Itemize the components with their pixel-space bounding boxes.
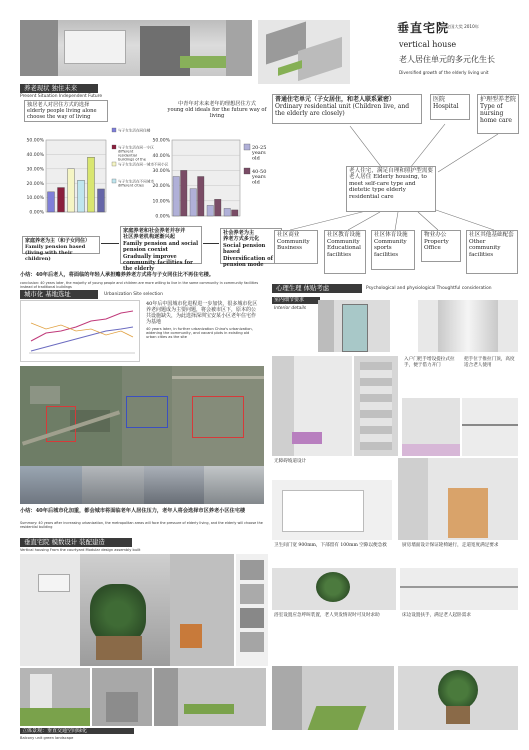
legend-label: old [252,179,260,186]
city-photo-3 [144,466,204,504]
note-text: 浴室设置应急呼叫装置，老人突发情况时可及时求助 [274,613,380,618]
bar [68,169,75,212]
note-text: 把手位于推拉门顶，高度适合老人使用 [464,357,515,368]
bar [48,192,55,212]
bottom-caption-cn: 立体景观：垂直交通空间绿化 [22,728,88,734]
hospital-cn: 医院 [433,96,446,103]
city-photo-1 [20,466,82,504]
interior-render-corridor-side [400,568,518,610]
urbanization-line-chart [20,300,140,362]
legend-swatch [112,162,116,166]
note-handle-position [462,356,518,396]
bar [173,176,180,216]
y-tick-label: 50.00% [152,138,170,144]
y-tick-label: 40.00% [26,153,44,158]
y-tick-label: 0.00% [155,214,170,220]
legend-label: years [252,174,266,181]
facility-label-cn: 社区体育设施 [374,232,408,238]
young-ideals-caption-box: 中青年对未来老年的理想居住方式 young old ideals for the future way of living [162,100,272,122]
section2-summary-en: Summary: 40 years after increasing urbanization, the metropolitan areas will face the pressure of elderly living, and the elderly will choose the residential building [20,521,263,529]
survey-caption-box: 独居老人对居住方式的选择 elderly people living alone choose the way of living [24,100,108,122]
chart-young-old-ideals [146,128,278,226]
page-title-cn: 垂直宅院 [397,21,450,35]
ordinary-unit-cn: 普通住宅单元（子女居住，和老人联系紧密） [275,96,396,103]
y-tick-label: 20.00% [152,184,170,190]
note-kitchen [400,542,518,566]
legend-label: residential [118,153,137,158]
interior-render-room [272,356,352,456]
legend-label: 40-50 [252,169,267,175]
interior-render-bath [272,480,392,540]
urbanization-text-en: 40 years later, in further urbanization China's urbanization, widening the community, and vacant plots in existing old urban cities as the site [146,327,253,340]
facility-label-en: Community sports facilities [374,238,407,258]
note-text: 床边设置扶手，满足老人起卧需求 [402,613,471,618]
bar [98,189,105,212]
page-title-en: vertical house [399,40,457,49]
legend-label: years [252,150,266,157]
interior-render-corridor-top [418,300,518,352]
render-corridor-green [272,666,394,730]
legend-label: 与子女生活在同住楼 [118,128,151,133]
y-tick-label: 0.00% [29,210,44,216]
chart-elderly-living-choice [18,124,169,222]
section-title-vertical-house: 垂直宅院 模数设计 装配建造 [20,538,132,547]
bar [181,170,188,216]
bar [88,157,95,212]
note-door-handle [402,356,460,396]
hospital-box [430,94,470,120]
subtitle-cn: 老人居住单元的多元化生长 [399,55,495,64]
note-text: 入户门把手增设提拉式拉手，便于借力开门 [404,357,455,368]
satellite-map-middle [122,366,172,466]
interior-details-title-text: 室内细节要求 [274,297,305,303]
note-text: 无障碍坡道设计 [274,459,307,464]
y-tick-label: 50.00% [26,138,44,144]
bottom-render-2 [92,668,152,726]
section-note-present-situation: Present Situation Independent Future [20,94,103,99]
note-text: 厨房墙面设计保证轮椅通行，走道宽度满足要求 [402,543,499,548]
bar [215,199,222,216]
legend-swatch [112,145,116,149]
award-code: 全国大奖 2010年 [446,24,479,29]
section-title-urbanization: 城市化 基地选址 [20,290,98,299]
chart-plot-area [46,140,106,212]
section-note-psychology: Psychological and physiological Thoughtful consideration [366,286,492,291]
bottom-render-3 [154,668,266,726]
family-pension-box: 家庭养老为主（和子女同住） Family pension based (living with their children) [22,236,100,254]
facility-label-cn: 社区商业 [277,232,300,238]
nursing-home-en: Type of nursing home care [480,103,512,124]
facility-label-en: Community Educational facilities [327,238,361,258]
nursing-home-cn: 护理型养老院 [480,96,517,103]
interior-render-plant-room [272,568,396,610]
note-emergency-call [272,612,396,638]
facility-other-community [466,230,518,274]
section-note-vertical-house: Vertical housing From the courtyard Modular design assembly built [20,548,141,552]
center-en: Elderly housing, to meet self-care type and dietetic type elderly residential care [349,174,427,200]
city-photo-4 [204,466,264,504]
chart1-svg [18,124,169,222]
bar [224,208,231,216]
arrow-1 [101,243,119,244]
facility-community-sports [371,230,415,270]
bottom-caption-en: Balcony unit green landscape [20,736,74,740]
ordinary-unit-en: Ordinary residential unit (Children live, and the elderly are closely) [275,103,410,117]
section-title-psychology: 心理生理 体贴考虑 [272,284,362,293]
courtyard-render [20,554,234,666]
bottom-render-1 [20,668,90,726]
bar [207,205,214,216]
satellite-map-left [20,366,122,466]
legend-swatch [244,168,250,174]
y-tick-label: 10.00% [152,199,170,205]
section2-summary-cn: 小结：40年后城市化加重，都会城市将面临老年人居住压力，老年人将会选择市区养老小区住宅楼 [20,508,246,514]
family-social-pension-box: 家庭养老和社会养老并存并 社区养老机构逐渐兴起 Family pension and social pension coexist Gradually improve community facilities for the elderly [120,226,202,264]
bar [58,188,65,212]
interior-render-door [318,300,390,352]
interior-render-bathroom-floor [398,458,518,540]
bar [78,180,85,212]
y-tick-label: 40.00% [152,153,170,159]
social-pension-box: 社会养老为主 养老方式多元化 Social pension based Diversification of pension mode [220,228,282,264]
bottom-caption-box [20,728,134,734]
facility-label-cn: 社区教育设施 [327,232,361,238]
elderly-housing-center-box [346,166,436,212]
hospital-en: Hospital [433,103,459,110]
facility-label-cn: 物业办公 [424,232,447,238]
facility-label-en: Other community facilities [469,238,501,258]
stacked-units-axonometric [236,554,268,666]
bar [190,189,197,216]
section-note-urbanization: Urbanization Site selection [104,292,163,297]
header-axonometric-image [258,20,350,84]
legend-swatch [244,144,250,150]
y-tick-label: 30.00% [152,169,170,174]
note-bathroom-door [272,542,390,566]
bar [232,210,239,216]
city-photo-2 [82,466,144,504]
y-tick-label: 30.00% [26,167,44,173]
note-text: 卫生间门宽 900mm，下部留有 100mm 空隙以便急救 [274,543,387,548]
bar [198,176,205,216]
legend-label: buildings of the [118,157,146,162]
legend-label: 与子女生活在同一小区 [118,145,154,150]
center-cn: 老人住宅，满足自理和照护型需要老人居住 [349,168,433,181]
section1-summary-en: conclusion: 40 years later, the majority of young people and children are more willing to live in the same community in community facilities instead of traditional buildings [20,281,259,289]
interior-render-stair [354,356,398,456]
y-tick-label: 20.00% [26,181,44,187]
urbanization-text-cn: 40年后中国城市化进程进一步加快，很多城市化区养老问题成为主要问题，将会被市区下，原本的公共设施缺失，为此选择深圳宝安某小区老年住宅作为基地 [146,301,258,325]
urbanization-text-box [144,300,262,360]
legend-label: 与子女生活在同一城市不同小区 [118,162,169,167]
legend-label: different cities [118,183,144,188]
render-tree-court [398,666,518,730]
facility-community-business [274,230,318,264]
facility-label-en: Property Office [424,238,449,252]
chart2-svg [146,128,278,226]
urbanization-lines-svg [21,301,139,361]
legend-label: 与子女生活在不同城市 [118,179,154,184]
interior-render-handrail [462,398,518,456]
note-bed-handrail [400,612,518,638]
interior-details-text: Interior details [274,306,307,311]
facility-label-cn: 社区其他基础配套 [469,232,514,238]
interior-details-title [272,297,320,304]
legend-label: old [252,155,260,162]
section-title-present-situation: 养老现状 独住未来 [20,84,98,93]
satellite-map-right [172,366,264,466]
header-render-image [20,20,252,76]
arrow-2 [203,243,219,244]
note-ramp [272,458,332,478]
facility-community-education [324,230,366,274]
y-tick-label: 10.00% [26,196,44,202]
legend-swatch [112,179,116,183]
section1-summary-cn: 小结：40年后老人，将面临的年轻人承担赡养养老方式将与子女同住比不再住宅楼。 [20,272,214,278]
legend-label: different [118,149,134,154]
legend-label: 20-25 [252,145,267,151]
interior-render-hallway [402,398,460,456]
facility-label-en: Community Business [277,238,310,252]
facility-property-office [421,230,461,262]
subtitle-en: Diversified growth of the elderly living unit [399,70,489,75]
legend-swatch [112,128,116,132]
